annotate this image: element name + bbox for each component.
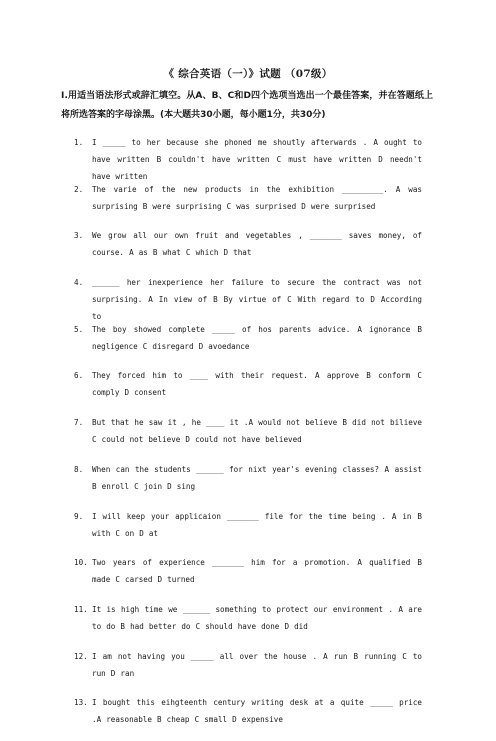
question-number: 4. — [74, 278, 84, 288]
question-text: They forced him to ____ with their request. A approve B conform C comply D consent — [92, 371, 422, 398]
question-item — [0, 461, 496, 508]
question-number: 9. — [74, 511, 84, 521]
question-number: 11. — [74, 604, 88, 614]
question-item — [0, 508, 496, 555]
question-text: I am not having you _____ all over the house . A run B running C to run D ran — [92, 651, 422, 678]
question-list — [0, 134, 496, 741]
question-item — [0, 694, 496, 741]
question-number: 7. — [74, 418, 84, 428]
question-text: ______ her inexperience her failure to secure the contract was not surprising. A In view of B By virtue of C With regard to D According to — [92, 278, 422, 322]
question-item — [0, 554, 496, 601]
question-number: 12. — [74, 651, 88, 661]
question-item — [0, 134, 496, 181]
question-item — [0, 274, 496, 321]
question-number: 6. — [74, 371, 84, 381]
question-number: 1. — [74, 138, 84, 147]
question-item — [0, 321, 496, 368]
question-number: 2. — [74, 184, 84, 194]
question-number: 10. — [74, 558, 88, 568]
question-text: I will keep your applicaion _______ file for the time being . A in B with C on D at — [92, 511, 422, 538]
question-text: The boy showed complete _____ of hos parents advice. A ignorance B negligence C disregard D avoedance — [92, 324, 422, 351]
question-text: Two years of experience _______ him for a promotion. A qualified B made C carsed D turned — [92, 558, 422, 585]
question-item — [0, 227, 496, 274]
question-text: But that he saw it , he ____ it .A would not believe B did not bilieve C could not believe D could not have believed — [92, 418, 422, 445]
question-number: 3. — [74, 231, 84, 241]
question-text: It is high time we ______ something to protect our environment . A are to do B had better do C should have done D did — [92, 604, 422, 631]
document-title: 《 综合英语（一）》试题 （07级） — [163, 68, 333, 80]
question-text: We grow all our own fruit and vegetables , _______ saves money, of course. A as B what C which D that — [92, 231, 422, 258]
question-text: I bought this eihgteenth century writing desk at a quite _____ price .A reasonable B cheap C small D expensive — [92, 698, 422, 725]
section-instruction: Ⅰ.用适当语法形式或辞汇填空。从A、B、C和D四个选项当选出一个最佳答案，并在答题纸上将所选答案的字母涂黑。(本大题共30小题，每小题1分，共30分) — [61, 91, 433, 120]
question-text: I _____ to her because she phoned me shoutly afterwards . A ought to have written B couldn't have written C must have written D needn't have written — [92, 138, 422, 181]
question-item — [0, 648, 496, 695]
question-item — [0, 414, 496, 461]
question-number: 13. — [74, 698, 88, 708]
question-text: When can the students ______ for nixt year's evening classes? A assist B enroll C join D sing — [92, 464, 422, 491]
question-item — [0, 601, 496, 648]
question-number: 8. — [74, 464, 84, 474]
question-text: The varie of the new products in the exhibition _________. A was surprising B were surprising C was surprised D were surprised — [92, 184, 422, 211]
question-item — [0, 367, 496, 414]
question-item — [0, 181, 496, 228]
question-number: 5. — [74, 324, 84, 334]
